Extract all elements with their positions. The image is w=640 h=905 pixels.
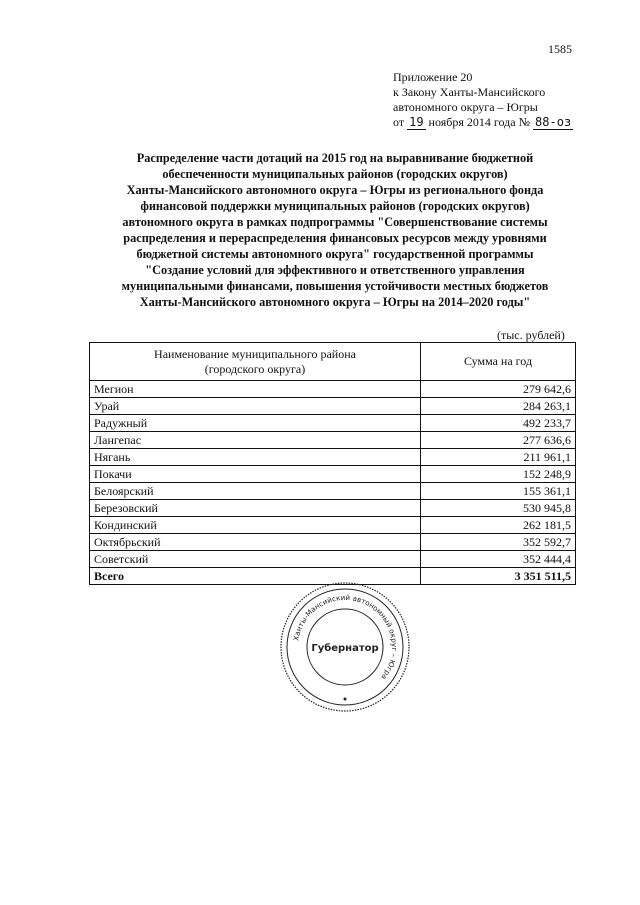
municipality-name: Кондинский xyxy=(90,517,421,534)
municipality-sum: 279 642,6 xyxy=(421,381,576,398)
municipality-sum: 530 945,8 xyxy=(421,500,576,517)
appendix-header xyxy=(393,70,573,130)
total-label: Всего xyxy=(90,568,421,585)
municipality-name: Урай xyxy=(90,398,421,415)
title-line: бюджетной системы автономного округа" государственной программы xyxy=(136,247,534,261)
table-header-row xyxy=(90,343,576,381)
title-line: Распределение части дотаций на 2015 год на выравнивание бюджетной xyxy=(136,151,534,165)
municipality-sum: 277 636,6 xyxy=(421,432,576,449)
table-row xyxy=(90,432,576,449)
municipality-name: Нягань xyxy=(90,449,421,466)
municipality-sum: 352 444,4 xyxy=(421,551,576,568)
appendix-line-2: к Закону Ханты-Мансийского xyxy=(393,85,546,99)
header-name-line-1: Наименование муниципального района xyxy=(154,346,356,361)
municipality-name: Лангепас xyxy=(90,432,421,449)
title-line: обеспеченности муниципальных районов (городских округов) xyxy=(162,167,508,181)
title-line: "Создание условий для эффективного и ответственного управления xyxy=(145,263,525,277)
table-row xyxy=(90,466,576,483)
table-row xyxy=(90,449,576,466)
municipality-sum: 152 248,9 xyxy=(421,466,576,483)
title-line: автономного округа в рамках подпрограммы "Совершенствование системы xyxy=(122,215,548,229)
table-row xyxy=(90,500,576,517)
seal-ring-text-path: Ханты-Мансийский автономный округ – Югра xyxy=(291,592,400,682)
municipality-name: Радужный xyxy=(90,415,421,432)
municipality-name: Советский xyxy=(90,551,421,568)
document-title xyxy=(92,150,578,310)
table-row xyxy=(90,381,576,398)
page-number: 1585 xyxy=(548,42,572,56)
seal-center-text: Губернатор xyxy=(311,643,379,654)
municipality-sum: 211 961,1 xyxy=(421,449,576,466)
municipality-name: Мегион xyxy=(90,381,421,398)
appendix-date-line xyxy=(393,115,573,130)
municipality-sum: 262 181,5 xyxy=(421,517,576,534)
title-line: финансовой поддержки муниципальных районов (городских округов) xyxy=(140,199,530,213)
table-row xyxy=(90,415,576,432)
municipality-name: Покачи xyxy=(90,466,421,483)
total-sum: 3 351 511,5 xyxy=(421,568,576,585)
seal-ring-text xyxy=(291,593,399,682)
municipality-sum: 492 233,7 xyxy=(421,415,576,432)
municipality-sum: 155 361,1 xyxy=(421,483,576,500)
header-name-cell xyxy=(90,343,421,381)
date-prefix: от xyxy=(393,115,405,129)
header-sum-cell: Сумма на год xyxy=(421,343,576,381)
governor-seal xyxy=(279,581,411,713)
appendix-line-1: Приложение 20 xyxy=(393,70,473,84)
units-label: (тыс. рублей) xyxy=(497,328,565,342)
date-day-handwritten: 19 xyxy=(409,115,424,129)
table-row xyxy=(90,534,576,551)
table-row xyxy=(90,398,576,415)
municipality-name: Октябрьский xyxy=(90,534,421,551)
table-row xyxy=(90,517,576,534)
date-middle: ноября 2014 года № xyxy=(428,115,531,129)
seal-star-icon xyxy=(344,698,347,701)
table-row xyxy=(90,551,576,568)
title-line: распределения и перераспределения финансовых ресурсов между уровнями xyxy=(123,231,547,245)
municipality-name: Белоярский xyxy=(90,483,421,500)
appendix-line-3: автономного округа – Югры xyxy=(393,100,538,114)
municipality-sum: 352 592,7 xyxy=(421,534,576,551)
table-row xyxy=(90,483,576,500)
municipality-name: Березовский xyxy=(90,500,421,517)
municipality-sum: 284 263,1 xyxy=(421,398,576,415)
law-number-handwritten: 88-оз xyxy=(535,115,572,129)
title-line: Ханты-Мансийского автономного округа – Югры на 2014–2020 годы" xyxy=(139,295,531,309)
distribution-table xyxy=(89,342,576,585)
title-line: муниципальными финансами, повышения устойчивости местных бюджетов xyxy=(121,279,549,293)
header-name-line-2: (городского округа) xyxy=(204,361,306,376)
title-line: Ханты-Мансийского автономного округа – Югры из регионального фонда xyxy=(126,183,544,197)
